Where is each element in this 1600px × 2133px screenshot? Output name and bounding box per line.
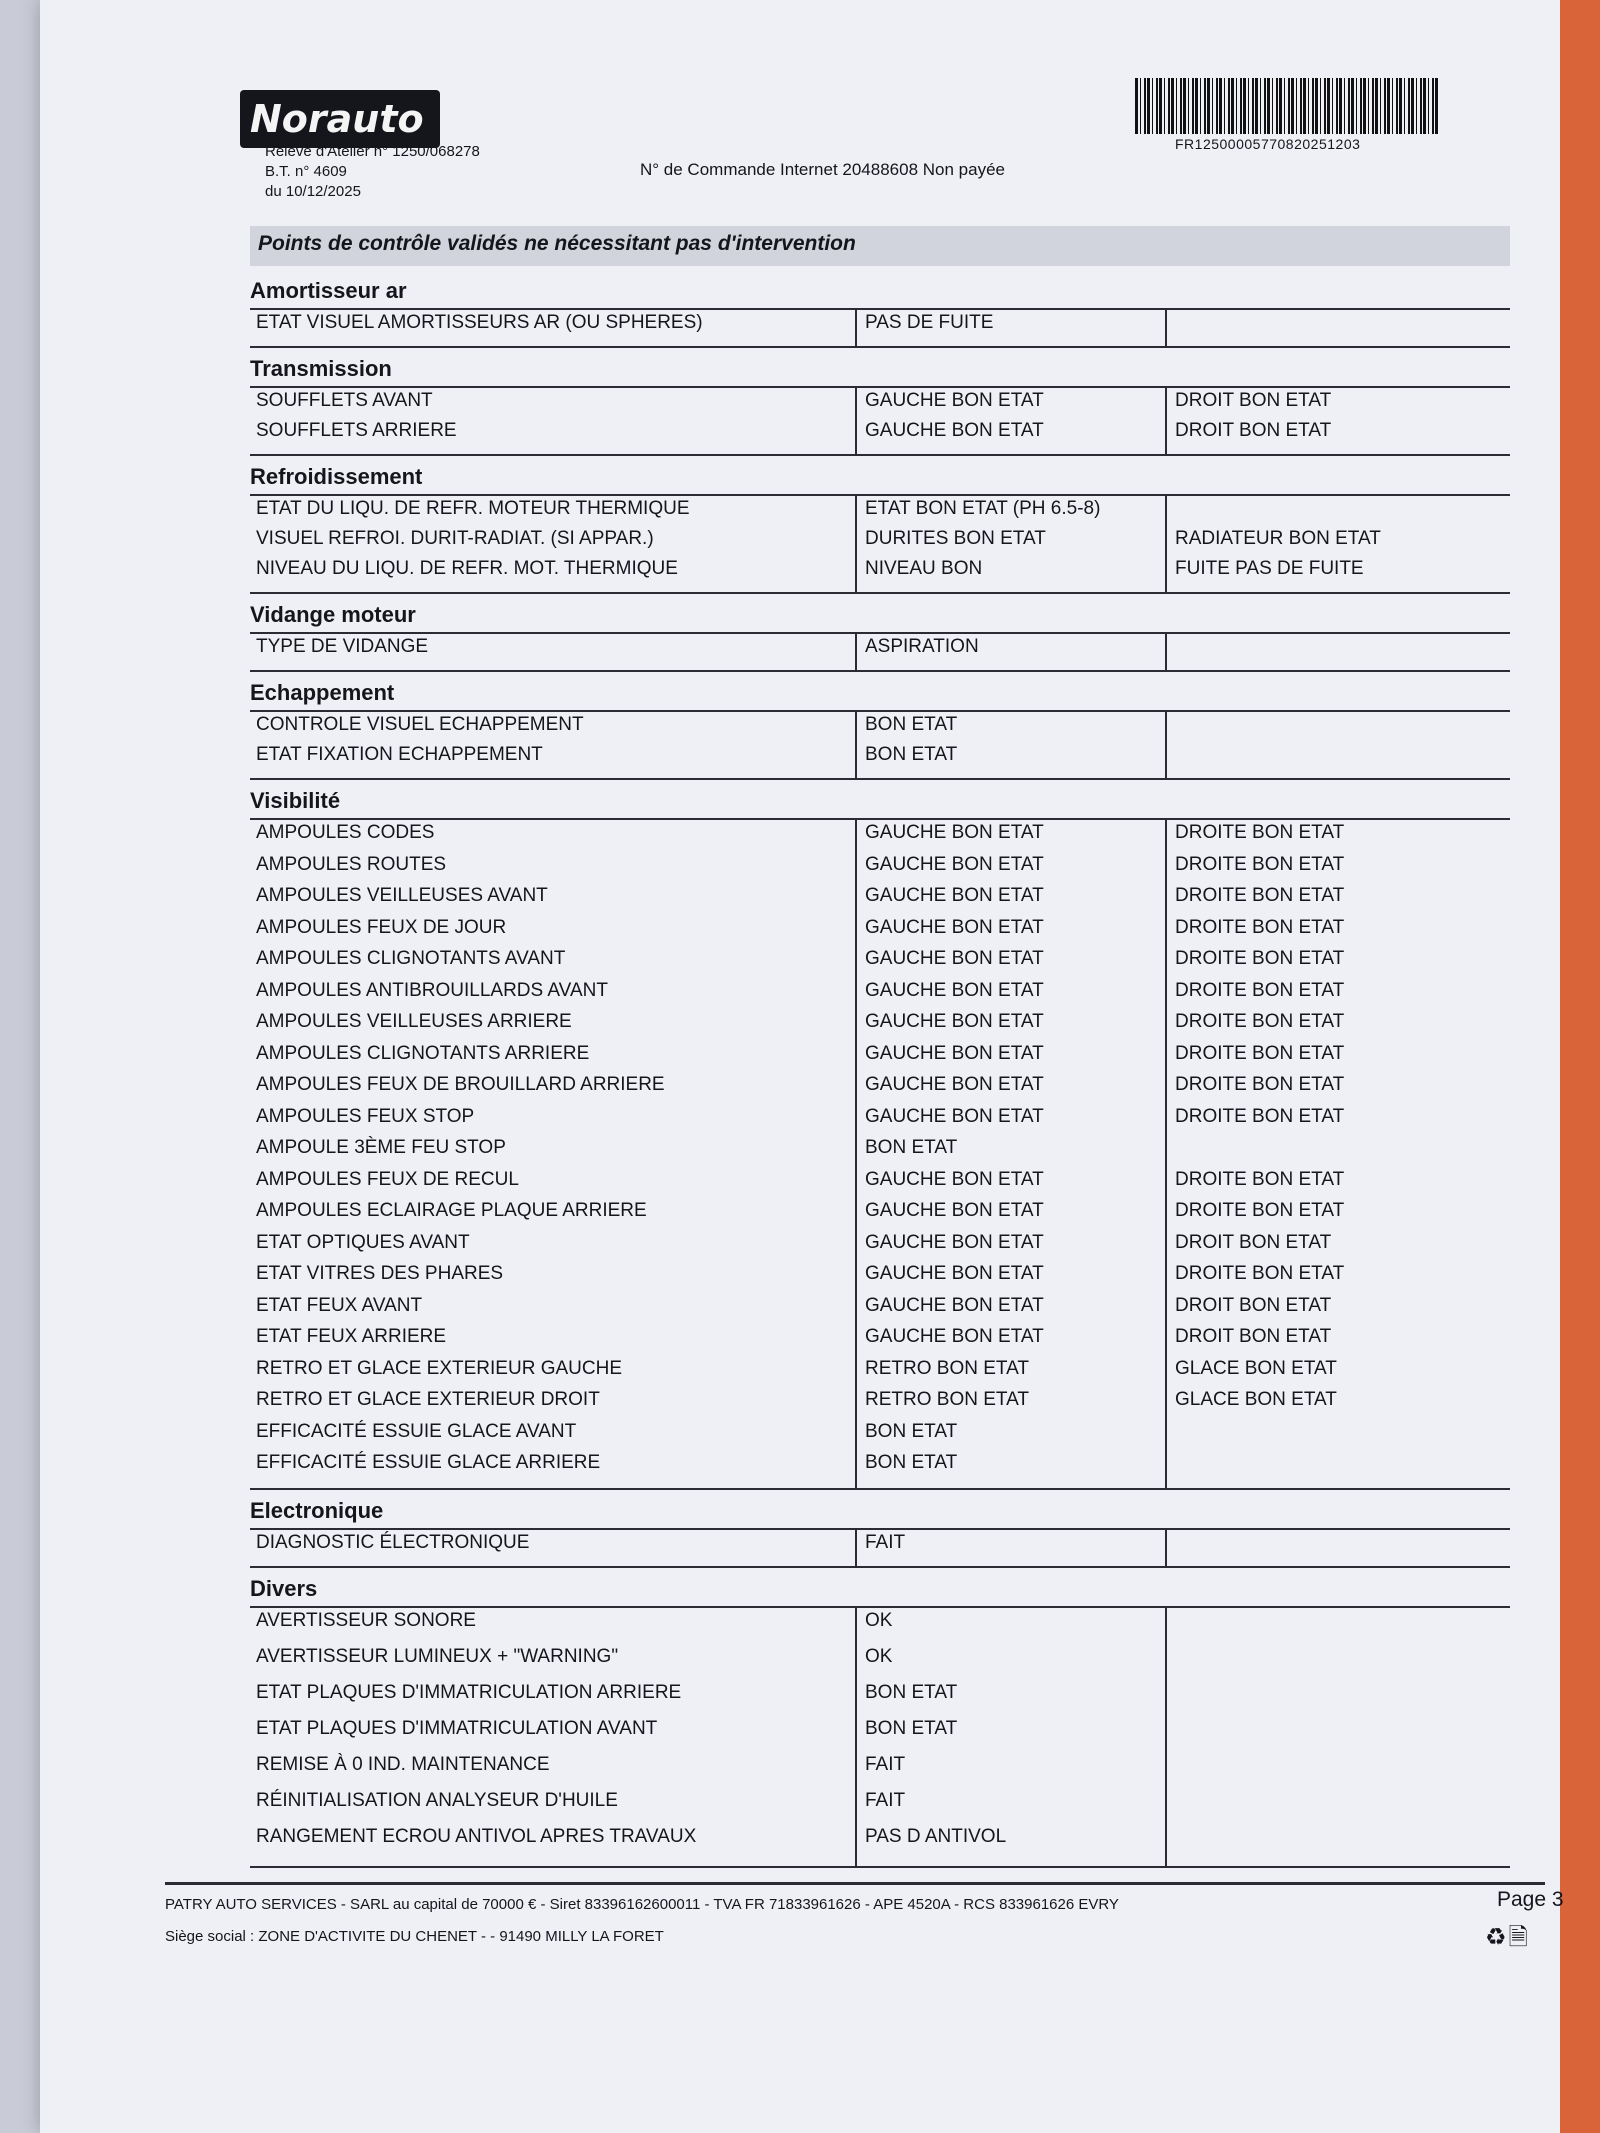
recycle-icon: ♻🗎 bbox=[1485, 1924, 1530, 1951]
row-value-left: FAIT bbox=[865, 1753, 906, 1775]
group-divider bbox=[250, 308, 1510, 310]
row-value-right: DROITE BON ETAT bbox=[1175, 916, 1345, 938]
group-divider bbox=[250, 494, 1510, 496]
group-divider bbox=[250, 632, 1510, 634]
row-label: AMPOULES FEUX DE JOUR bbox=[256, 916, 507, 938]
row-value-right: DROITE BON ETAT bbox=[1175, 1168, 1345, 1190]
row-label: RANGEMENT ECROU ANTIVOL APRES TRAVAUX bbox=[256, 1825, 697, 1847]
row-label: EFFICACITÉ ESSUIE GLACE ARRIERE bbox=[256, 1452, 601, 1473]
row-label: AVERTISSEUR SONORE bbox=[256, 1609, 476, 1631]
page-title: Points de contrôle validés ne nécessitant pas d'intervention bbox=[258, 232, 856, 255]
row-value-right: DROIT BON ETAT bbox=[1175, 390, 1332, 411]
group-title-amortisseur: Amortisseur ar bbox=[250, 278, 407, 303]
column-divider bbox=[1165, 494, 1167, 592]
row-value-left: GAUCHE BON ETAT bbox=[865, 1011, 1044, 1032]
norauto-logo: Norauto bbox=[240, 90, 440, 148]
row-value-right: DROIT BON ETAT bbox=[1175, 1294, 1332, 1316]
column-divider bbox=[1165, 1606, 1167, 1866]
row-value-left: GAUCHE BON ETAT bbox=[865, 1294, 1044, 1316]
column-divider bbox=[1165, 632, 1167, 670]
group-bottom-line bbox=[250, 670, 1510, 672]
row-value-left: PAS D ANTIVOL bbox=[865, 1825, 1007, 1847]
row-label: VISUEL REFROI. DURIT-RADIAT. (SI APPAR.) bbox=[256, 528, 654, 549]
row-value-left: GAUCHE BON ETAT bbox=[865, 1326, 1044, 1347]
group-divider bbox=[250, 818, 1510, 820]
company-info: PATRY AUTO SERVICES - SARL au capital de 70000 € - Siret 83396162600011 - TVA FR 71833961626 - APE 4520A - RCS 833961626 EVRY bbox=[165, 1896, 1119, 1913]
column-divider bbox=[855, 632, 857, 670]
footer-divider bbox=[165, 1882, 1545, 1885]
row-label: AMPOULES VEILLEUSES ARRIERE bbox=[256, 1011, 572, 1032]
column-divider bbox=[855, 494, 857, 592]
row-value-left: GAUCHE BON ETAT bbox=[865, 822, 1044, 843]
row-value-left: FAIT bbox=[865, 1789, 906, 1811]
row-value-right: DROITE BON ETAT bbox=[1175, 885, 1345, 906]
row-value-left: BON ETAT bbox=[865, 1137, 958, 1158]
row-label: CONTROLE VISUEL ECHAPPEMENT bbox=[256, 714, 584, 735]
row-label: AMPOULES ECLAIRAGE PLAQUE ARRIERE bbox=[256, 1200, 647, 1221]
group-bottom-line bbox=[250, 778, 1510, 780]
group-bottom-line bbox=[250, 454, 1510, 456]
row-value-right: RADIATEUR BON ETAT bbox=[1175, 528, 1381, 549]
row-value-left: DURITES BON ETAT bbox=[865, 528, 1046, 549]
row-value-right: DROITE BON ETAT bbox=[1175, 1011, 1345, 1032]
column-divider bbox=[855, 710, 857, 778]
report-date: du 10/12/2025 bbox=[265, 183, 361, 200]
row-value-left: GAUCHE BON ETAT bbox=[865, 1231, 1044, 1253]
row-value-left: ETAT BON ETAT (PH 6.5-8) bbox=[865, 498, 1101, 519]
row-value-left: GAUCHE BON ETAT bbox=[865, 1042, 1044, 1064]
group-title-transmission: Transmission bbox=[250, 356, 392, 381]
column-divider bbox=[1165, 818, 1167, 1488]
page-number: Page 3 bbox=[1497, 1888, 1564, 1911]
group-bottom-line bbox=[250, 1866, 1510, 1868]
group-divider bbox=[250, 1606, 1510, 1608]
group-bottom-line bbox=[250, 592, 1510, 594]
row-label: AMPOULES FEUX DE BROUILLARD ARRIERE bbox=[256, 1074, 665, 1095]
row-value-right: FUITE PAS DE FUITE bbox=[1175, 558, 1364, 579]
column-divider bbox=[1165, 386, 1167, 454]
row-label: ETAT VITRES DES PHARES bbox=[256, 1263, 504, 1284]
order-number: N° de Commande Internet 20488608 Non payée bbox=[640, 160, 1005, 179]
row-value-left: BON ETAT bbox=[865, 1452, 958, 1473]
row-value-left: ASPIRATION bbox=[865, 636, 979, 657]
group-title-vidange: Vidange moteur bbox=[250, 602, 416, 627]
row-value-left: BON ETAT bbox=[865, 714, 958, 735]
column-divider bbox=[855, 1528, 857, 1566]
row-value-left: GAUCHE BON ETAT bbox=[865, 1074, 1044, 1095]
bt-number: B.T. n° 4609 bbox=[265, 163, 347, 180]
column-divider bbox=[1165, 1528, 1167, 1566]
row-label: AMPOULES ANTIBROUILLARDS AVANT bbox=[256, 979, 608, 1001]
group-divider bbox=[250, 1528, 1510, 1530]
row-value-left: GAUCHE BON ETAT bbox=[865, 1168, 1044, 1190]
row-label: ETAT PLAQUES D'IMMATRICULATION AVANT bbox=[256, 1717, 658, 1739]
row-label: SOUFFLETS AVANT bbox=[256, 390, 433, 411]
header-info bbox=[265, 142, 480, 202]
row-value-right: DROITE BON ETAT bbox=[1175, 979, 1345, 1001]
row-value-left: GAUCHE BON ETAT bbox=[865, 948, 1044, 969]
row-value-left: OK bbox=[865, 1645, 893, 1667]
row-value-right: DROITE BON ETAT bbox=[1175, 1042, 1345, 1064]
row-label: AMPOULES ROUTES bbox=[256, 853, 447, 875]
row-value-left: BON ETAT bbox=[865, 1420, 958, 1442]
group-bottom-line bbox=[250, 346, 1510, 348]
row-label: RÉINITIALISATION ANALYSEUR D'HUILE bbox=[256, 1789, 618, 1811]
row-label: DIAGNOSTIC ÉLECTRONIQUE bbox=[256, 1531, 530, 1553]
row-label: AMPOULES VEILLEUSES AVANT bbox=[256, 885, 548, 906]
row-value-right: DROITE BON ETAT bbox=[1175, 1105, 1345, 1127]
row-value-right: DROITE BON ETAT bbox=[1175, 948, 1345, 969]
row-label: AVERTISSEUR LUMINEUX + "WARNING" bbox=[256, 1645, 619, 1667]
row-value-right: DROIT BON ETAT bbox=[1175, 1231, 1332, 1253]
row-value-left: GAUCHE BON ETAT bbox=[865, 916, 1044, 938]
column-divider bbox=[855, 386, 857, 454]
row-value-left: GAUCHE BON ETAT bbox=[865, 420, 1044, 441]
row-value-left: BON ETAT bbox=[865, 1681, 958, 1703]
row-value-right: DROITE BON ETAT bbox=[1175, 1263, 1345, 1284]
releve-number: Relevé d'Atelier n° 1250/068278 bbox=[265, 143, 480, 160]
row-label: AMPOULES CODES bbox=[256, 822, 435, 843]
column-divider bbox=[1165, 710, 1167, 778]
row-value-left: GAUCHE BON ETAT bbox=[865, 885, 1044, 906]
row-label: AMPOULE 3ÈME FEU STOP bbox=[256, 1137, 506, 1158]
row-label: TYPE DE VIDANGE bbox=[256, 636, 429, 657]
row-value-left: GAUCHE BON ETAT bbox=[865, 853, 1044, 875]
row-value-left: PAS DE FUITE bbox=[865, 312, 994, 333]
row-value-right: DROITE BON ETAT bbox=[1175, 1074, 1345, 1095]
row-value-left: RETRO BON ETAT bbox=[865, 1389, 1029, 1410]
row-value-left: GAUCHE BON ETAT bbox=[865, 390, 1044, 411]
row-label: AMPOULES FEUX STOP bbox=[256, 1105, 475, 1127]
row-value-left: GAUCHE BON ETAT bbox=[865, 979, 1044, 1001]
row-value-right: GLACE BON ETAT bbox=[1175, 1389, 1337, 1410]
row-label: SOUFFLETS ARRIERE bbox=[256, 420, 457, 441]
group-title-visibilite: Visibilité bbox=[250, 788, 341, 813]
group-title-echappement: Echappement bbox=[250, 680, 395, 705]
row-value-right: DROITE BON ETAT bbox=[1175, 822, 1345, 843]
column-divider bbox=[1165, 308, 1167, 346]
row-label: ETAT FEUX ARRIERE bbox=[256, 1326, 447, 1347]
row-value-left: GAUCHE BON ETAT bbox=[865, 1263, 1044, 1284]
row-value-right: DROITE BON ETAT bbox=[1175, 1200, 1345, 1221]
row-label: ETAT OPTIQUES AVANT bbox=[256, 1231, 470, 1253]
group-divider bbox=[250, 710, 1510, 712]
group-title-divers: Divers bbox=[250, 1575, 318, 1601]
row-label: AMPOULES CLIGNOTANTS ARRIERE bbox=[256, 1042, 590, 1064]
row-value-right: DROIT BON ETAT bbox=[1175, 420, 1332, 441]
group-title-electronique: Electronique bbox=[250, 1497, 384, 1523]
barcode bbox=[1135, 78, 1440, 134]
row-value-left: OK bbox=[865, 1609, 893, 1631]
row-value-right: DROITE BON ETAT bbox=[1175, 853, 1345, 875]
row-label: ETAT FIXATION ECHAPPEMENT bbox=[256, 744, 543, 765]
row-value-left: GAUCHE BON ETAT bbox=[865, 1200, 1044, 1221]
column-divider bbox=[855, 818, 857, 1488]
row-label: REMISE À 0 IND. MAINTENANCE bbox=[256, 1753, 550, 1775]
row-label: RETRO ET GLACE EXTERIEUR GAUCHE bbox=[256, 1357, 622, 1379]
row-label: ETAT PLAQUES D'IMMATRICULATION ARRIERE bbox=[256, 1681, 682, 1703]
row-value-left: RETRO BON ETAT bbox=[865, 1357, 1029, 1379]
group-bottom-line bbox=[250, 1488, 1510, 1490]
column-divider bbox=[855, 1606, 857, 1866]
company-address: Siège social : ZONE D'ACTIVITE DU CHENET - - 91490 MILLY LA FORET bbox=[165, 1928, 664, 1945]
row-value-left: NIVEAU BON bbox=[865, 558, 983, 579]
row-label: ETAT FEUX AVANT bbox=[256, 1294, 423, 1316]
background-edge bbox=[1560, 0, 1600, 2133]
column-divider bbox=[855, 308, 857, 346]
row-value-right: DROIT BON ETAT bbox=[1175, 1326, 1332, 1347]
row-value-left: BON ETAT bbox=[865, 744, 958, 765]
row-label: NIVEAU DU LIQU. DE REFR. MOT. THERMIQUE bbox=[256, 558, 678, 579]
group-bottom-line bbox=[250, 1566, 1510, 1568]
row-label: RETRO ET GLACE EXTERIEUR DROIT bbox=[256, 1389, 600, 1410]
group-divider bbox=[250, 386, 1510, 388]
row-label: AMPOULES CLIGNOTANTS AVANT bbox=[256, 948, 566, 969]
row-value-left: BON ETAT bbox=[865, 1717, 958, 1739]
row-label: AMPOULES FEUX DE RECUL bbox=[256, 1168, 519, 1190]
row-label: ETAT DU LIQU. DE REFR. MOTEUR THERMIQUE bbox=[256, 498, 690, 519]
barcode-number: FR12500005770820251203 bbox=[1175, 136, 1361, 152]
group-title-refroidissement: Refroidissement bbox=[250, 464, 423, 489]
row-value-left: GAUCHE BON ETAT bbox=[865, 1105, 1044, 1127]
row-label: EFFICACITÉ ESSUIE GLACE AVANT bbox=[256, 1420, 577, 1442]
row-label: ETAT VISUEL AMORTISSEURS AR (OU SPHERES) bbox=[256, 312, 703, 333]
row-value-left: FAIT bbox=[865, 1531, 906, 1553]
row-value-right: GLACE BON ETAT bbox=[1175, 1357, 1337, 1379]
